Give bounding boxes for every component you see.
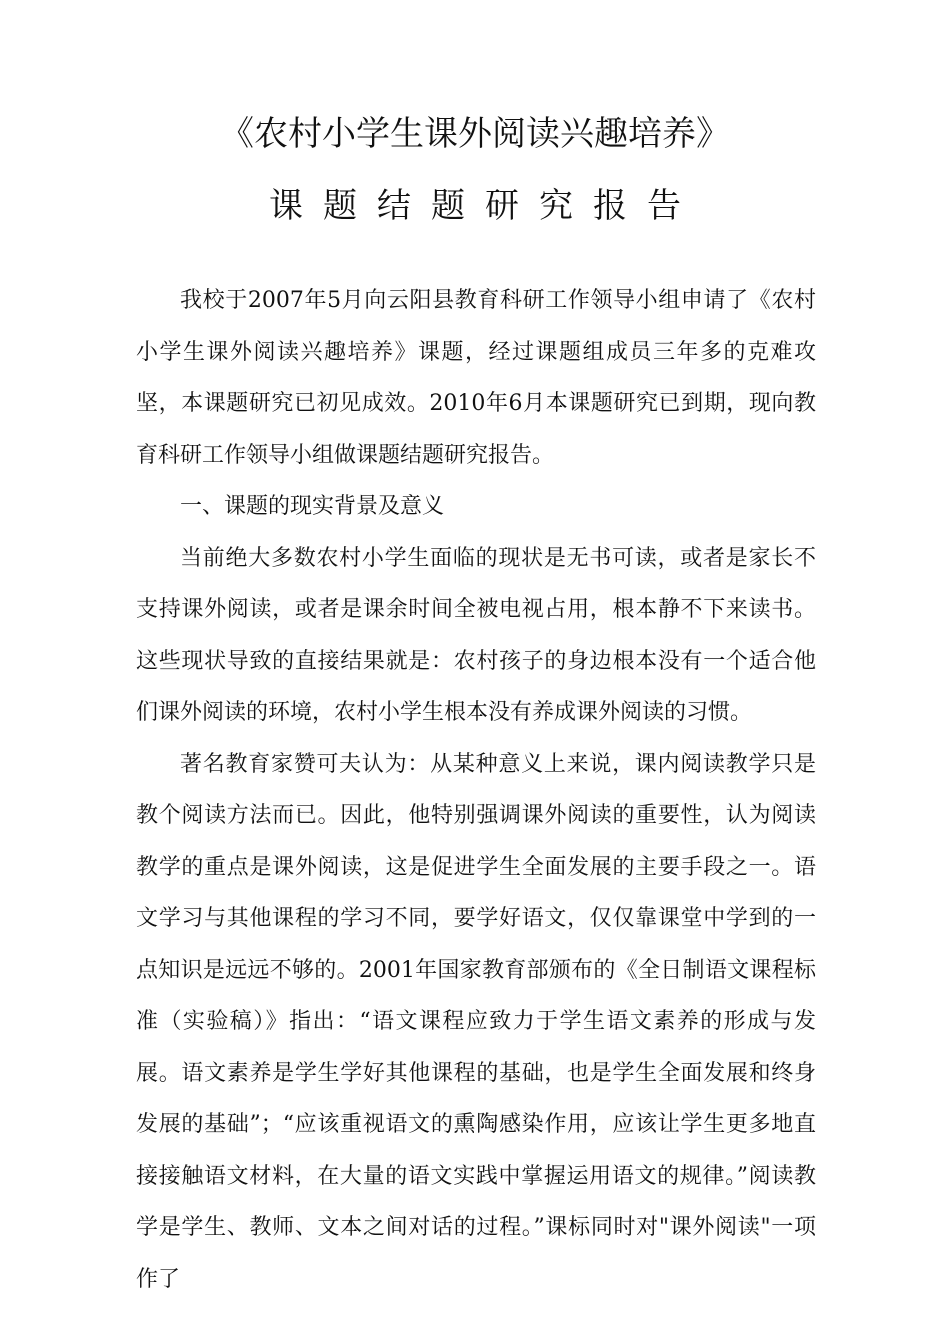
document-subtitle: 课题结题研究报告 [269, 186, 701, 226]
background-paragraph: 当前绝大多数农村小学生面临的现状是无书可读，或者是家长不支持课外阅读，或者是课余时间全被电视占用，根本静不下来读书。这些现状导致的直接结果就是：农村孩子的身边根本没有一个适合他们课外阅读的环境，农村小学生根本没有养成课外阅读的习惯。 [136, 545, 816, 725]
section-heading: 一、课题的现实背景及意义 [180, 494, 445, 519]
intro-paragraph: 我校于2007年5月向云阳县教育科研工作领导小组申请了《农村小学生课外阅读兴趣培养》课题，经过课题组成员三年多的克难攻坚，本课题研究已初见成效。2010年6月本课题研究已到期，现向教育科研工作领导小组做课题结题研究报告。 [136, 288, 816, 468]
significance-paragraph: 著名教育家赞可夫认为：从某种意义上来说，课内阅读教学只是教个阅读方法而已。因此，他特别强调课外阅读的重要性，认为阅读教学的重点是课外阅读，这是促进学生全面发展的主要手段之一。语文学习与其他课程的学习不同，要学好语文，仅仅靠课堂中学到的一点知识是远远不够的。2001年国家教育部颁布的《全日制语文课程标准（实验稿）》指出：“语文课程应致力于学生语文素养的形成与发展。语文素养是学生学好其他课程的基础，也是学生全面发展和终身发展的基础”；“应该重视语文的熏陶感染作用，应该让学生更多地直接接触语文材料，在大量的语文实践中掌握运用语文的规律。”阅读教学是学生、教师、文本之间对话的过程。”课标同时对"课外阅读"一项作了 [136, 751, 816, 1292]
document-title: 《农村小学生课外阅读兴趣培养》 [220, 114, 730, 154]
document-body [136, 275, 816, 1305]
